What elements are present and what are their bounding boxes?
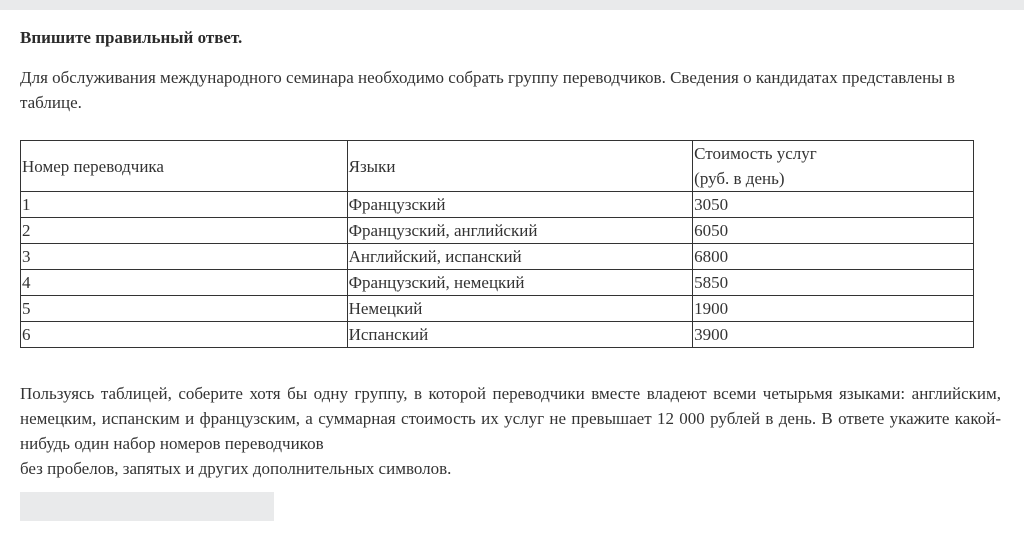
intro-text: Для обслуживания международного семинара необходимо собрать группу переводчиков. Сведения о кандидатах представлены в таблице. [20, 68, 955, 112]
cell-languages: Французский [347, 192, 693, 218]
table-row [21, 218, 974, 244]
header-cost-line2: (руб. в день) [694, 169, 785, 188]
table-header-row [21, 141, 974, 192]
cell-cost: 6800 [693, 244, 974, 270]
header-cost-line1: Стоимость услуг [694, 144, 817, 163]
answer-input[interactable] [20, 492, 274, 521]
cell-cost: 3900 [693, 322, 974, 348]
table-row [21, 192, 974, 218]
header-number: Номер переводчика [21, 141, 348, 192]
cell-languages: Французский, немецкий [347, 270, 693, 296]
cell-languages: Французский, английский [347, 218, 693, 244]
task-text [20, 381, 1001, 481]
cell-number: 2 [21, 218, 348, 244]
cell-cost: 6050 [693, 218, 974, 244]
cell-cost: 5850 [693, 270, 974, 296]
table-row [21, 322, 974, 348]
table-row [21, 270, 974, 296]
cell-cost: 3050 [693, 192, 974, 218]
task-paragraph: Пользуясь таблицей, соберите хотя бы одну группу, в которой переводчики вместе владеют всеми четырьмя языками: английским, немецким, испанским и французским, а суммарная стоимость их услуг не превышает 12 000 рублей в день. В ответе укажите какой-нибудь один набор номеров переводчиков [20, 384, 1001, 453]
cell-number: 3 [21, 244, 348, 270]
cell-languages: Английский, испанский [347, 244, 693, 270]
table-row [21, 244, 974, 270]
header-cost [693, 141, 974, 192]
header-languages: Языки [347, 141, 693, 192]
cell-languages: Немецкий [347, 296, 693, 322]
cell-languages: Испанский [347, 322, 693, 348]
table-row [21, 296, 974, 322]
cell-number: 5 [21, 296, 348, 322]
cell-number: 4 [21, 270, 348, 296]
translators-table [20, 140, 974, 348]
cell-number: 6 [21, 322, 348, 348]
top-bar [0, 0, 1024, 10]
cell-cost: 1900 [693, 296, 974, 322]
cell-number: 1 [21, 192, 348, 218]
instruction-heading: Впишите правильный ответ. [20, 28, 243, 47]
task-last-line: без пробелов, запятых и других дополнительных символов. [20, 459, 452, 478]
